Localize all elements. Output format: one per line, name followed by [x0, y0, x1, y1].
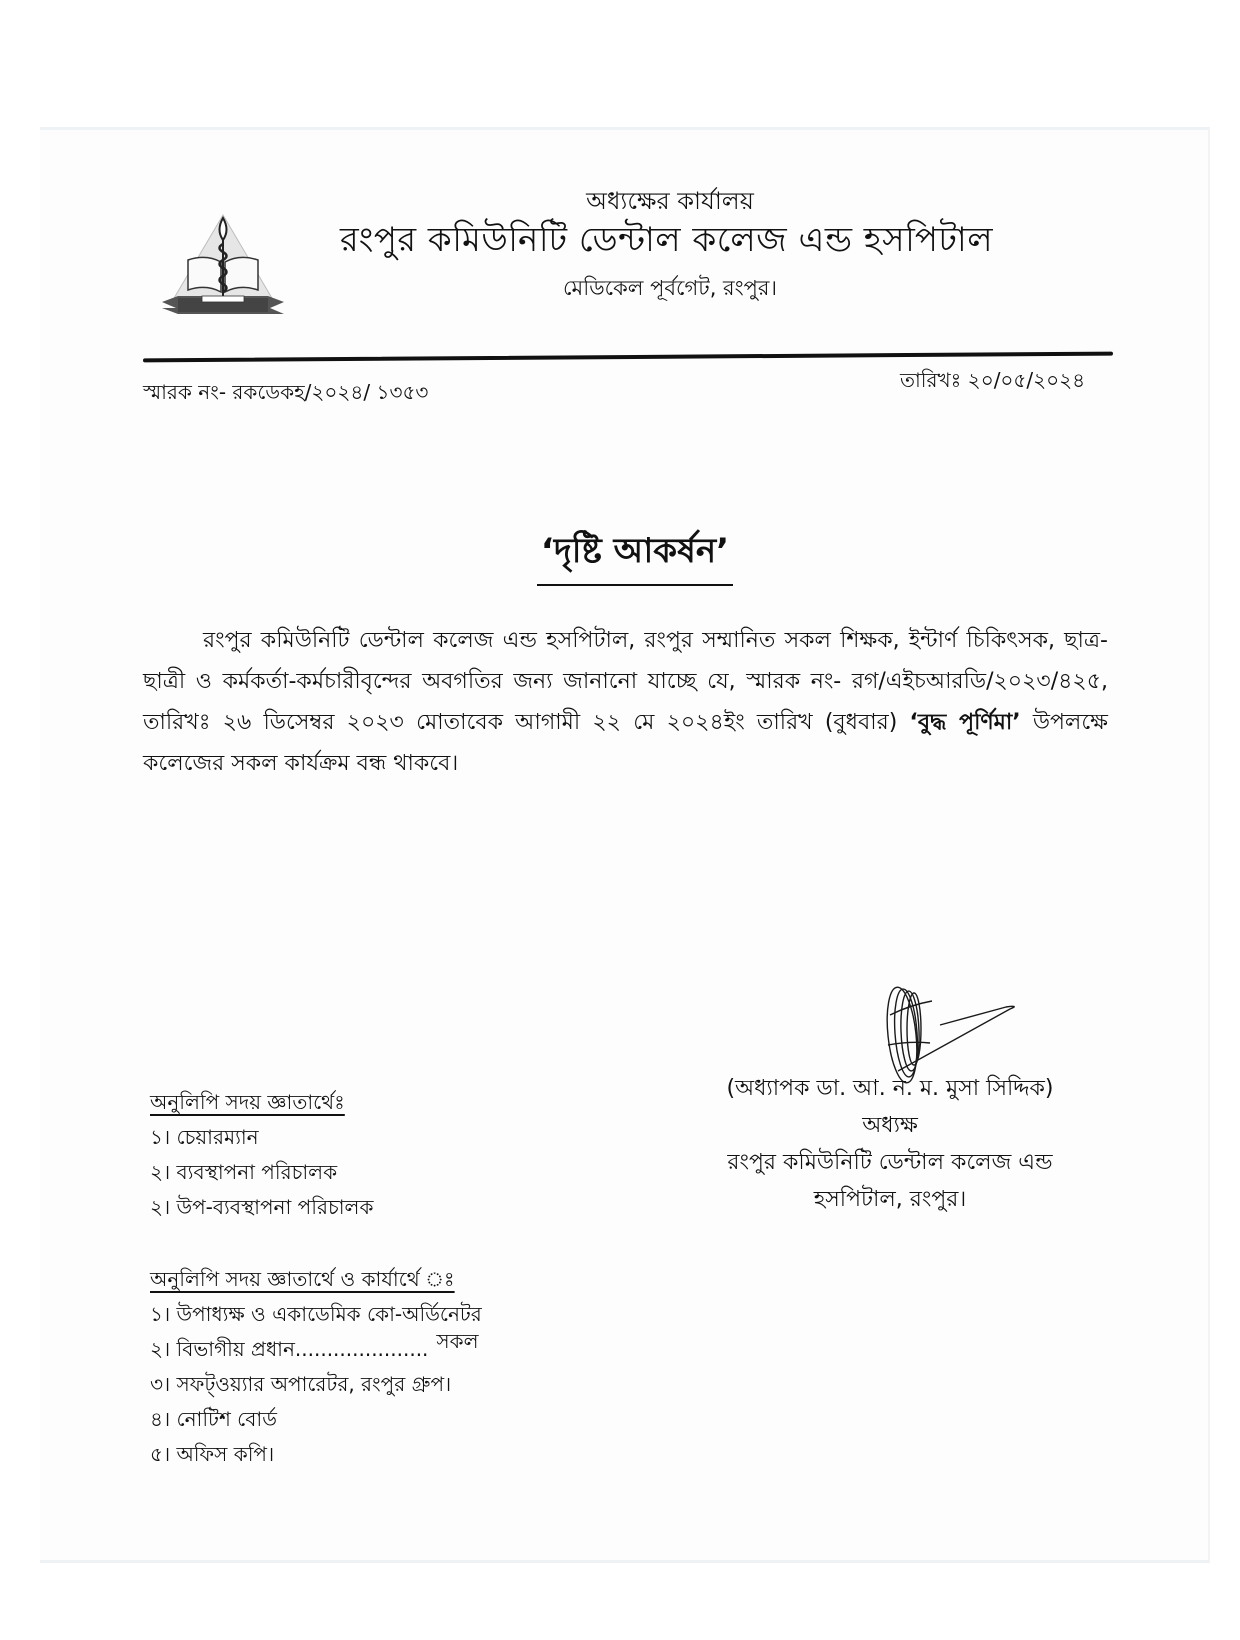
list-item: ৩। সফট্ওয়্যার অপারেটর, রংপুর গ্রুপ।	[150, 1372, 452, 1396]
college-emblem-icon	[158, 210, 288, 325]
list-item: ৪। নোটিশ বোর্ড	[150, 1407, 277, 1431]
list-item: ২। ব্যবস্থাপনা পরিচালক	[150, 1160, 338, 1184]
copy-info-heading: অনুলিপি সদয় জ্ঞাতার্থেঃ	[150, 1090, 345, 1114]
institution-address: মেডিকেল পূর্বগেট, রংপুর।	[563, 276, 777, 300]
body-text-part1: রংপুর কমিউনিটি ডেন্টাল কলেজ এন্ড হসপিটাল, রংপুর সম্মানিত সকল শিক্ষক, ইন্টার্ণ চিকিৎসক, ছাত্র-ছাত্রী ও কর্মকর্তা-কর্মচারীবৃন্দের অবগতির জন্য জানানো যাচ্ছে যে, স্মারক নং- রগ/এইচআরডি/২০২৩/৪২৫, তারিখঃ ২৬ ডিসেম্বর ২০২৩ মোতাবেক আগামী ২২ মে ২০২৪ইং তারিখ (বুধবার)	[143, 628, 1108, 735]
institution-name: রংপুর কমিউনিটি ডেন্টাল কলেজ এন্ড হসপিটাল	[340, 220, 994, 260]
office-heading: অধ্যক্ষের কার্যালয়	[586, 187, 754, 215]
signatory-block	[680, 1070, 1100, 1218]
list-item-text: ২। বিভাগীয় প্রধান.....................	[150, 1337, 429, 1361]
memo-number: স্মারক নং- রকডেকহ/২০২৪/ ১৩৫৩	[143, 380, 429, 404]
list-item: ১। চেয়ারম্যান	[150, 1125, 259, 1149]
memo-date: তারিখঃ ২০/০৫/২০২৪	[900, 368, 1086, 392]
copy-info-list	[150, 1085, 373, 1225]
notice-title	[0, 525, 1240, 586]
list-item: ২। উপ-ব্যবস্থাপনা পরিচালক	[150, 1195, 374, 1219]
list-item-suffix: সকল	[436, 1329, 479, 1353]
signatory-name: (অধ্যাপক ডা. আ. ন. ম. মুসা সিদ্দিক)	[726, 1076, 1054, 1101]
body-text-part2: উপলক্ষে কলেজের সকল কার্যক্রম বন্ধ থাকবে।	[143, 710, 1108, 776]
notice-title-text: ‘দৃষ্টি আকর্ষন’	[537, 525, 733, 586]
copy-action-heading: অনুলিপি সদয় জ্ঞাতার্থে ও কার্যার্থে ঃ	[150, 1267, 455, 1291]
list-item: ১। উপাধ্যক্ষ ও একাডেমিক কো-অর্ডিনেটর	[150, 1302, 482, 1326]
copy-action-list	[150, 1262, 482, 1472]
signatory-institution-line1: রংপুর কমিউনিটি ডেন্টাল কলেজ এন্ড	[727, 1150, 1053, 1175]
list-item	[150, 1329, 482, 1367]
signatory-designation: অধ্যক্ষ	[862, 1113, 918, 1138]
list-item: ৫। অফিস কপি।	[150, 1442, 275, 1466]
signatory-institution-line2: হসপিটাল, রংপুর।	[813, 1187, 967, 1212]
notice-body	[143, 620, 1108, 784]
body-highlight: ‘বুদ্ধ পূর্ণিমা’	[909, 710, 1021, 735]
